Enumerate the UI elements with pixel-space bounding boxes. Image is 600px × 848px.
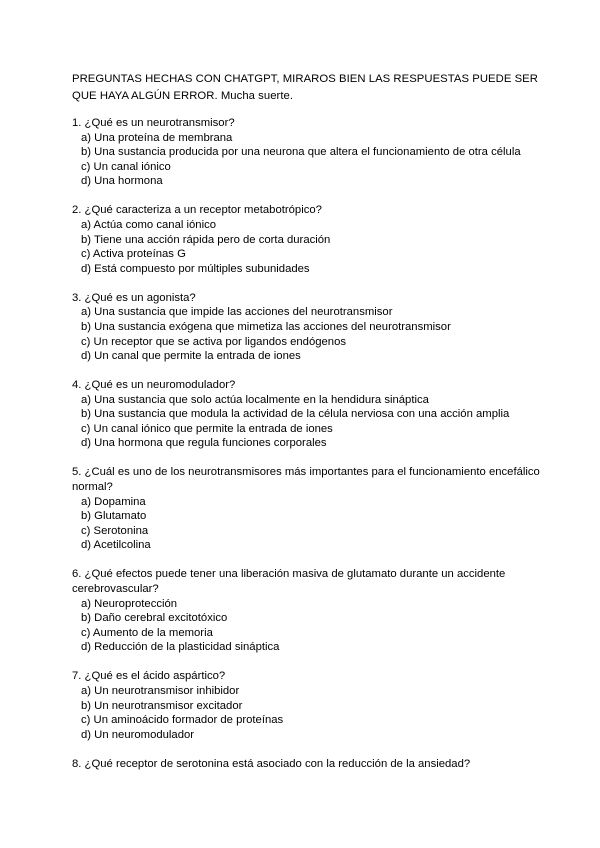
answer-option-c: c) Un canal iónico que permite la entrada de iones (81, 422, 333, 435)
answer-option-c: c) Un canal iónico (81, 160, 171, 173)
question-text: 3. ¿Qué es un agonista? (72, 291, 196, 304)
question-text: 4. ¿Qué es un neuromodulador? (72, 379, 236, 392)
answer-option-b: b) Una sustancia exógena que mimetiza las acciones del neurotransmisor (81, 320, 451, 333)
answer-option-a: a) Un neurotransmisor inhibidor (81, 684, 240, 697)
answer-option-d: d) Acetilcolina (81, 539, 151, 552)
question-text: 6. ¿Qué efectos puede tener una liberación masiva de glutamato durante un accidente cerebrovascular? (72, 568, 506, 595)
question-3 (72, 291, 542, 364)
answer-option-b: b) Una sustancia que modula la actividad de la célula nerviosa con una acción amplia (81, 408, 510, 421)
answer-option-b: b) Un neurotransmisor excitador (81, 699, 243, 712)
header-line-2: QUE HAYA ALGÚN ERROR. Mucha suerte. (72, 90, 294, 102)
answer-option-a: a) Una sustancia que impide las acciones del neurotransmisor (81, 306, 393, 319)
question-text: 2. ¿Qué caracteriza a un receptor metabotrópico? (72, 204, 322, 217)
question-1 (72, 116, 542, 189)
answer-option-c: c) Serotonina (81, 524, 149, 537)
answer-option-c: c) Un aminoácido formador de proteínas (81, 714, 284, 727)
answer-option-b: b) Tiene una acción rápida pero de corta duración (81, 233, 331, 246)
question-7 (72, 669, 542, 742)
answer-option-a: a) Una sustancia que solo actúa localmente en la hendidura sináptica (81, 393, 429, 406)
question-text: 5. ¿Cuál es uno de los neurotransmisores más importantes para el funcionamiento encefálico normal? (72, 466, 540, 494)
answer-option-b: b) Glutamato (81, 510, 147, 523)
question-text: 7. ¿Qué es el ácido aspártico? (72, 670, 226, 683)
answer-option-a: a) Neuroprotección (81, 597, 178, 610)
answer-option-d: d) Una hormona (81, 175, 163, 188)
question-list (72, 116, 542, 786)
answer-option-a: a) Dopamina (81, 495, 146, 508)
answer-option-c: c) Activa proteínas G (81, 248, 186, 261)
answer-option-c: c) Aumento de la memoria (81, 626, 213, 639)
answer-option-c: c) Un receptor que se activa por ligandos endógenos (81, 335, 347, 348)
answer-option-d: d) Reducción de la plasticidad sináptica (81, 641, 280, 654)
question-5 (72, 465, 542, 553)
question-8 (72, 757, 542, 772)
question-text: 8. ¿Qué receptor de serotonina está asociado con la reducción de la ansiedad? (72, 757, 471, 770)
answer-option-d: d) Está compuesto por múltiples subunidades (81, 262, 310, 275)
document-header (72, 71, 542, 105)
answer-option-b: b) Una sustancia producida por una neurona que altera el funcionamiento de otra célula (81, 146, 521, 159)
question-text: 1. ¿Qué es un neurotransmisor? (72, 117, 235, 129)
answer-option-b: b) Daño cerebral excitotóxico (81, 612, 228, 625)
answer-option-a: a) Actúa como canal iónico (81, 218, 217, 231)
answer-option-d: d) Un canal que permite la entrada de iones (81, 350, 301, 363)
header-line-1: PREGUNTAS HECHAS CON CHATGPT, MIRAROS BIEN LAS RESPUESTAS PUEDE SER (72, 73, 538, 85)
answer-option-a: a) Una proteína de membrana (81, 131, 233, 144)
answer-option-d: d) Un neuromodulador (81, 728, 195, 741)
question-6 (72, 567, 542, 655)
question-2 (72, 203, 542, 276)
question-4 (72, 378, 542, 451)
answer-option-d: d) Una hormona que regula funciones corporales (81, 437, 327, 450)
